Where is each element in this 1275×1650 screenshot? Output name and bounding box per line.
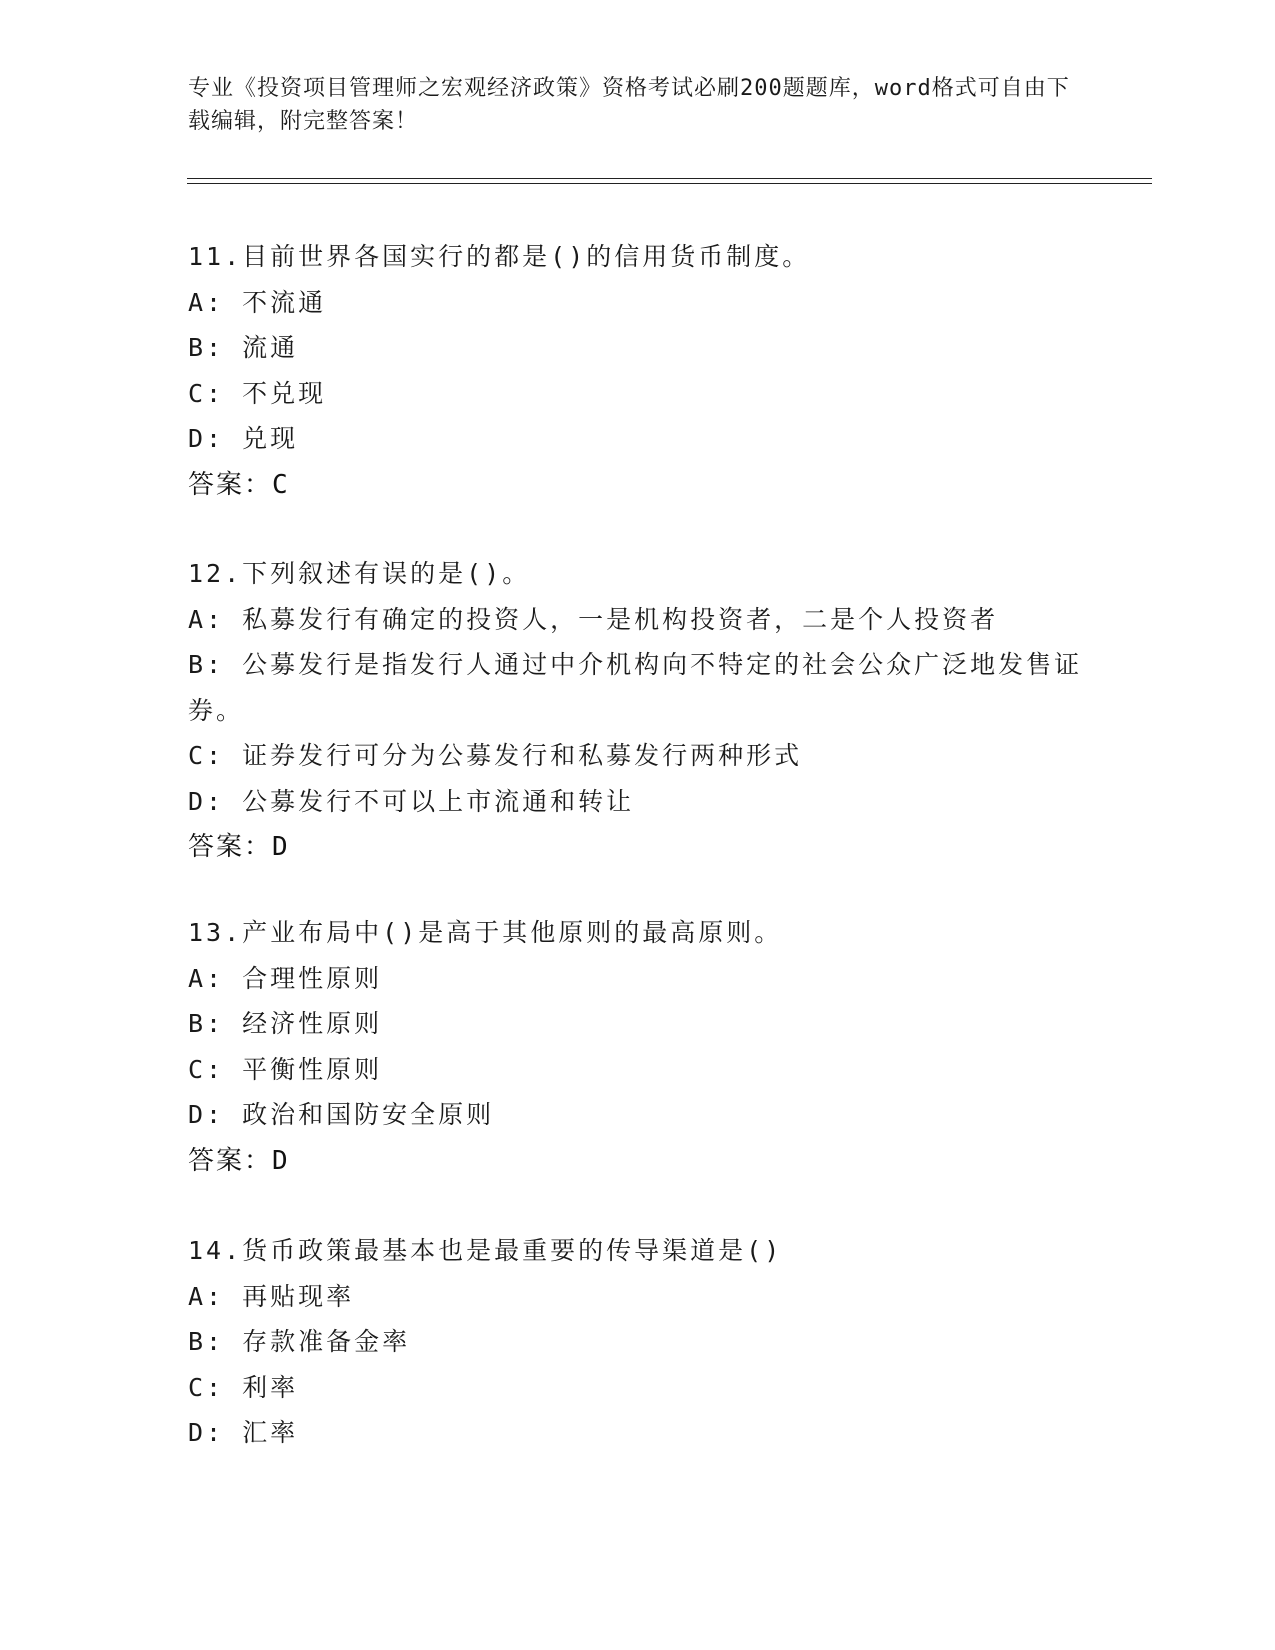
option-a: A: 不流通: [188, 287, 327, 317]
option-d: D: 兑现: [188, 424, 299, 453]
option-a: A: 私募发行有确定的投资人，一是机构投资者，二是个人投资者: [188, 604, 999, 634]
header-divider-bottom: [187, 183, 1152, 184]
question-stem: 11.目前世界各国实行的都是()的信用货币制度。: [188, 242, 811, 271]
answer-value: D: [272, 832, 290, 862]
document-header: 专业《投资项目管理师之宏观经济政策》资格考试必刷200题题库，word格式可自由下载编辑，附完整答案！: [188, 76, 1070, 134]
option-d: D: 政治和国防安全原则: [188, 1100, 495, 1129]
option-d: D: 汇率: [188, 1418, 299, 1447]
answer-line: [188, 1138, 1088, 1185]
answer-label: 答案：: [188, 832, 273, 862]
option-b: B: 公募发行是指发行人通过中介机构向不特定的社会公众广泛地发售证券。: [188, 650, 1083, 725]
answer-label: 答案：: [188, 1145, 273, 1176]
question-stem: 13.产业布局中()是高于其他原则的最高原则。: [188, 918, 783, 947]
question-14: [188, 1228, 1088, 1456]
answer-label: 答案：: [188, 469, 273, 500]
option-b: B: 流通: [188, 333, 299, 362]
question-stem: 12.下列叙述有误的是()。: [188, 559, 531, 588]
answer-value: D: [272, 1145, 290, 1176]
option-c: C: 证券发行可分为公募发行和私募发行两种形式: [188, 741, 803, 770]
option-a: A: 再贴现率: [188, 1281, 355, 1311]
option-b: B: 经济性原则: [188, 1009, 383, 1038]
option-a: A: 合理性原则: [188, 963, 383, 993]
option-c: C: 利率: [188, 1372, 299, 1402]
option-c: C: 不兑现: [188, 378, 327, 408]
option-d: D: 公募发行不可以上市流通和转让: [188, 786, 635, 816]
answer-line: [188, 824, 1088, 871]
option-c: C: 平衡性原则: [188, 1054, 383, 1084]
question-11: [188, 234, 1088, 508]
option-b: B: 存款准备金率: [188, 1327, 411, 1356]
answer-value: C: [272, 469, 290, 500]
answer-line: [188, 462, 1088, 509]
question-12: [188, 551, 1088, 871]
question-stem: 14.货币政策最基本也是最重要的传导渠道是(): [188, 1236, 783, 1265]
question-13: [188, 910, 1088, 1184]
header-divider-top: [187, 178, 1152, 179]
